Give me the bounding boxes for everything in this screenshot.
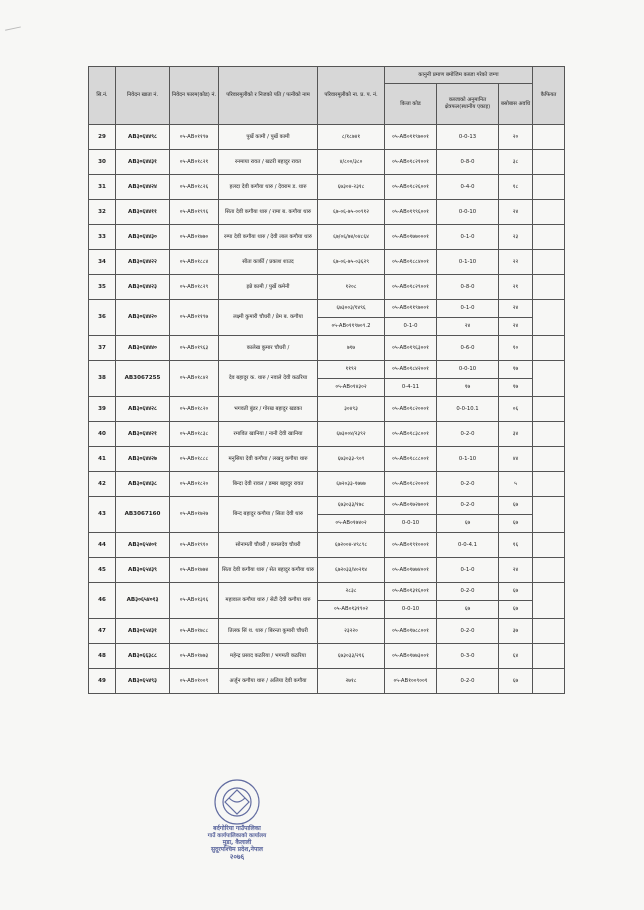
cell-sn: 29 [89,125,116,150]
cell-application-no: AB३०६५४९३ [116,669,170,694]
cell-remarks [533,225,565,250]
cell-sn: 45 [89,558,116,583]
table-row [89,447,565,472]
cell-family-names: रम्पा देवी कगौया थारु / देवी लाल कगौया थारु [219,225,318,250]
cell-sn: 34 [89,250,116,275]
cell-remarks [533,397,565,422]
cell-sn: 42 [89,472,116,497]
cell-application-no: AB३०६४४२४ [116,175,170,200]
cell-form-no: ०५-AB०१९१० [170,533,219,558]
cell-citizenship: ३०४९३ [318,397,385,422]
header-family: परिवारमूलीको र निजको पति / पत्नीको नाम [219,67,318,125]
table-row [89,558,565,583]
cell-citizenship: २३२२० [318,619,385,644]
cell-plot: ०५-AB०११९७००१ [385,125,437,150]
cell-citizenship: ६७३००४/२३९२ [318,422,385,447]
cell-citizenship: १२०८ [318,275,385,300]
cell-area: 0-0-4.1 [437,533,499,558]
cell-form-no: ०५-AB०१८३८ [170,422,219,447]
cell-application-no: AB३०६४४२७ [116,447,170,472]
cell-area: 0-1-0 [437,300,499,318]
cell-remarks [533,150,565,175]
cell-period: २४ [499,300,533,318]
cell-sub-plot: 0-1-0 [385,318,437,336]
cell-application-no: AB३०६५४३९ [116,558,170,583]
cell-plot: ०५-AB०१७७३००१ [385,644,437,669]
header-land-group: कानुनी प्रमाण बमोजिम कब्जा गरेको जग्गा [385,67,533,84]
cell-area: 0-1-0 [437,225,499,250]
cell-plot: ०५-AB०१८३८००१ [385,422,437,447]
cell-area: 0-2-0 [437,583,499,601]
cell-plot: ०५-AB०१८८८००१ [385,447,437,472]
cell-sn: 33 [89,225,116,250]
cell-family-names: रनमाया रावत / खटरी बहादुर रावत [219,150,318,175]
cell-form-no: ०५-AB०१८२९ [170,275,219,300]
cell-citizenship: ६७२००४-४९८९८ [318,533,385,558]
cell-sub-period: १७ [499,379,533,397]
cell-family-names: तिलक सिं थ. थारु / बिरन्ता कुमारी चौधरी [219,619,318,644]
cell-remarks [533,175,565,200]
cell-application-no: AB३०६४४३८ [116,472,170,497]
cell-plot: ०५-AB०१७७०००१ [385,225,437,250]
seal-line2: गाउँ कार्यपालिकाको कार्यालय [207,833,267,839]
cell-area: 0-0-10 [437,200,499,225]
cell-family-names: भगवती बुंडर / गोरख बहादुर खडका [219,397,318,422]
cell-remarks [533,644,565,669]
cell-application-no: AB३०६४४३१ [116,150,170,175]
cell-area: 0-2-0 [437,619,499,644]
cell-form-no: ०५-AB०१७७० [170,225,219,250]
table-row [89,150,565,175]
cell-citizenship: ६७३००३/१४९६ [318,300,385,318]
cell-sub-plot: 0-0-10 [385,601,437,619]
table-row [89,422,565,447]
table-row [89,397,565,422]
cell-sn: 41 [89,447,116,472]
cell-area: 0-6-0 [437,336,499,361]
cell-period: २१ [499,275,533,300]
cell-citizenship: ६७३०३३/२१६ [318,644,385,669]
cell-remarks [533,669,565,694]
cell-application-no: AB३०६४४२२ [116,250,170,275]
cell-citizenship: ६७-०६-७५-००९१२ [318,200,385,225]
cell-plot: ०५-AB१००९००१ [385,669,437,694]
table-row [89,361,565,379]
table-row [89,275,565,300]
cell-sub-period: ६७ [499,601,533,619]
cell-citizenship: ६७/०६/७४/०४८६४ [318,225,385,250]
cell-form-no: ०५-AB०११९७ [170,125,219,150]
cell-citizenship: ४/८००/३८० [318,150,385,175]
cell-application-no: AB३०६५४०१ [116,533,170,558]
cell-citizenship: ८/१८७४१ [318,125,385,150]
cell-period: २३ [499,225,533,250]
cell-family-names: कालेख कुमार चौधरी / [219,336,318,361]
cell-remarks [533,336,565,361]
header-area: कब्जाको अनुमानित क्षेत्रफल(स्थानीय एकाइ) [437,84,499,125]
cell-form-no: ०५-AB०१८२० [170,472,219,497]
cell-period: १६ [499,533,533,558]
cell-sn: 30 [89,150,116,175]
cell-period: १८ [499,175,533,200]
cell-area: 0-2-0 [437,669,499,694]
cell-period: ६७ [499,497,533,515]
cell-plot: ०५-AB०१८८४००१ [385,250,437,275]
header-sn: सि.नं. [89,67,116,125]
header-application-no: निवेदन खाता नं. [116,67,170,125]
cell-sn: 47 [89,619,116,644]
cell-application-no: AB३०६४४३० [116,225,170,250]
cell-area: 0-0-10.1 [437,397,499,422]
cell-area: 0-8-0 [437,150,499,175]
cell-remarks [533,422,565,447]
cell-sn: 49 [89,669,116,694]
cell-form-no: ०५-AB०१७७४ [170,558,219,583]
cell-family-names: महेन्द्र प्रसाद कठरिया / भगमती कठरिया [219,644,318,669]
cell-plot: ०५-AB०१७७४००१ [385,558,437,583]
cell-sub-citizenship: ०५-AB०११९७०९.2 [318,318,385,336]
cell-plot: ०५-AB०१७८८००१ [385,619,437,644]
cell-remarks [533,472,565,497]
cell-sn: 32 [89,200,116,225]
cell-application-no: AB3067255 [116,361,170,397]
cell-application-no: AB३०६६३८८ [116,644,170,669]
cell-area: 0-1-0 [437,558,499,583]
cell-area: 0-4-0 [437,175,499,200]
cell-application-no: AB३०६४४९८ [116,125,170,150]
cell-period: ३७ [499,619,533,644]
cell-form-no: ०५-AB०११९७ [170,300,219,336]
cell-form-no: ०५-AB०१००९ [170,669,219,694]
cell-plot: ०५-AB०१९९६००१ [385,200,437,225]
cell-area: 0-2-0 [437,497,499,515]
cell-area: 0-0-13 [437,125,499,150]
table-row [89,497,565,515]
cell-remarks [533,447,565,472]
table-row [89,250,565,275]
cell-family-names: बिन्द बहादुर कगौया / सिता देवी थारु [219,497,318,533]
cell-form-no: ०५-AB०१९९६ [170,200,219,225]
cell-remarks [533,361,565,397]
cell-form-no: ०५-AB०१८८४ [170,250,219,275]
cell-family-names: लक्ष्मी कुमारी चौधरी / प्रेम ब. कगौया [219,300,318,336]
cell-plot: ०५-AB०१७२७००१ [385,497,437,515]
cell-form-no: ०५-AB०१८८८ [170,447,219,472]
cell-form-no: ०५-AB०१७२७ [170,497,219,533]
cell-family-names: महावाल कगौया थारु / सेटी देवी कगौया थारु [219,583,318,619]
cell-period: ३८ [499,150,533,175]
cell-form-no: ०५-AB०१८२१ [170,150,219,175]
cell-family-names: पुर्खे कामी / पुर्खे कामी [219,125,318,150]
registry-table [88,66,565,694]
cell-sn: 39 [89,397,116,422]
cell-sub-area: २४ [437,318,499,336]
cell-remarks [533,300,565,336]
cell-family-names: अर्जुन कगौया थारु / अलिया देवी कगौया [219,669,318,694]
cell-form-no: ०५-AB०१८२६ [170,175,219,200]
cell-period: ३४ [499,422,533,447]
cell-citizenship: २७१८ [318,669,385,694]
cell-sn: 48 [89,644,116,669]
table-row [89,669,565,694]
cell-sub-plot: 0-0-10 [385,515,437,533]
cell-remarks [533,533,565,558]
cell-plot: ०५-AB०१८२०००१ [385,397,437,422]
cell-area: 0-8-0 [437,275,499,300]
cell-area: 0-2-0 [437,422,499,447]
cell-period: १७ [499,361,533,379]
table-row [89,472,565,497]
cell-application-no: AB3067160 [116,497,170,533]
cell-remarks [533,250,565,275]
header-form-no: निवेदन फारम(कोड) नं. [170,67,219,125]
cell-sn: 36 [89,300,116,336]
cell-area: 0-0-10 [437,361,499,379]
cell-sub-area: ६७ [437,601,499,619]
cell-sub-area: ६७ [437,515,499,533]
cell-citizenship: ६७३०३३/१७८ [318,497,385,515]
cell-application-no: AB३०६४४२० [116,300,170,336]
table-row [89,175,565,200]
table-row [89,200,565,225]
cell-remarks [533,125,565,150]
cell-remarks [533,619,565,644]
seal-line4: सुदूरपश्चिम प्रदेश,नेपाल [210,846,264,853]
cell-period: ६४ [499,644,533,669]
header-remarks: कैफियत [533,67,565,125]
table-row [89,225,565,250]
cell-citizenship: ६७-०६-७५-०३६२९ [318,250,385,275]
cell-sn: 40 [89,422,116,447]
table-body [89,125,565,694]
cell-family-names: देव बहादुर क. थारु / नवाले देवी कठरिया [219,361,318,397]
cell-area: 0-1-10 [437,250,499,275]
cell-citizenship: ६७३०४-२३१८ [318,175,385,200]
table-row [89,533,565,558]
cell-sub-citizenship: ०५-AB०१३१९०२ [318,601,385,619]
cell-family-names: सीता कार्की / प्रकाश शाउद [219,250,318,275]
cell-period: ५ [499,472,533,497]
cell-sn: 43 [89,497,116,533]
cell-remarks [533,583,565,619]
cell-area: 0-1-10 [437,447,499,472]
cell-citizenship: ६७३०३३-९०९ [318,447,385,472]
seal-line3: मुडा, कैलाली [222,839,252,846]
office-seal [185,772,289,860]
table-row [89,336,565,361]
cell-plot: ०५-AB०१८४२००१ [385,361,437,379]
cell-citizenship: २८३८ [318,583,385,601]
cell-plot: ०५-AB०१९६३००१ [385,336,437,361]
seal-year: २०७६ [229,853,245,860]
cell-family-names: सिता देवी कगौया थारु / रामा ब. कगौया थारु [219,200,318,225]
seal-line1: बर्दगोरिया गाउँपालिका [213,825,261,832]
cell-application-no: AB३०६४४२३ [116,275,170,300]
cell-application-no: AB३०६५४०१३ [116,583,170,619]
table-row [89,583,565,601]
cell-sn: 38 [89,361,116,397]
cell-sub-citizenship: ०५-AB०१७४०२ [318,515,385,533]
cell-remarks [533,275,565,300]
cell-family-names: बिन्दा देवी रावल / डम्बर बहादुर रावत [219,472,318,497]
cell-sub-citizenship: ०५-AB०१४३०२ [318,379,385,397]
cell-sn: 44 [89,533,116,558]
table-row [89,300,565,318]
cell-plot: ०५-AB०१८२१००१ [385,150,437,175]
header-period: बसोबास अवधि [499,84,533,125]
cell-form-no: ०५-AB०१७७३ [170,644,219,669]
cell-citizenship: ११९२ [318,361,385,379]
cell-family-names: हलदा देवी कगौया थारु / देवराम ड. थारु [219,175,318,200]
cell-plot: ०५-AB०१३१६००१ [385,583,437,601]
table-row [89,125,565,150]
cell-plot: ०५-AB०१८२६००१ [385,175,437,200]
cell-family-names: मनुसिया देवी कगौया / लखनु कगौया थारु [219,447,318,472]
cell-application-no: AB३०६४४११ [116,200,170,225]
cell-plot: ०५-AB०१८२०००१ [385,472,437,497]
cell-form-no: ०५-AB०१७८८ [170,619,219,644]
cell-family-names: सोनामती चौधरी / कमलदेव चौधरी [219,533,318,558]
cell-period: २४ [499,200,533,225]
cell-sub-plot: 0-4-11 [385,379,437,397]
cell-area: 0-2-0 [437,472,499,497]
cell-form-no: ०५-AB०१८२० [170,397,219,422]
cell-remarks [533,558,565,583]
header-citizenship: परिवारमूलीको ना. प्र. प. नं. [318,67,385,125]
cell-plot: ०५-AB०१८२९००१ [385,275,437,300]
cell-period: २२ [499,250,533,275]
table-row [89,644,565,669]
cell-area: 0-3-0 [437,644,499,669]
scan-artifact [5,26,23,40]
cell-period: ४४ [499,447,533,472]
table-row [89,619,565,644]
cell-period: १० [499,336,533,361]
cell-application-no: AB३०६५४३१ [116,619,170,644]
cell-citizenship: ६७२०३३/४०२१४ [318,558,385,583]
cell-sub-area: १७ [437,379,499,397]
cell-plot: ०५-AB०१९१०००१ [385,533,437,558]
cell-application-no: AB३०६४४२८ [116,397,170,422]
cell-citizenship: ७१७ [318,336,385,361]
cell-form-no: ०५-AB०१३१६ [170,583,219,619]
cell-sn: 46 [89,583,116,619]
cell-family-names: इन्ने कामी / पुर्खे कमेनी [219,275,318,300]
cell-form-no: ०५-AB०१९६३ [170,336,219,361]
cell-application-no: AB३०६४४२१ [116,422,170,447]
cell-period: २४ [499,558,533,583]
cell-citizenship: ६७२०३३-१७७७ [318,472,385,497]
cell-sub-period: ६७ [499,515,533,533]
cell-period: ६७ [499,669,533,694]
cell-sn: 31 [89,175,116,200]
cell-sub-period: २४ [499,318,533,336]
header-plot: कित्ता कोड [385,84,437,125]
cell-plot: ०५-AB०११९७००१ [385,300,437,318]
cell-sn: 37 [89,336,116,361]
cell-application-no: AB३०६४४४० [116,336,170,361]
cell-form-no: ०५-AB०१८४२ [170,361,219,397]
cell-remarks [533,200,565,225]
cell-family-names: सिता देवी कगौया थारु / सेत बहादुर कगौया थारु [219,558,318,583]
cell-period: ०६ [499,397,533,422]
cell-family-names: रमावित खानिया / नानी देवी खानिया [219,422,318,447]
cell-sn: 35 [89,275,116,300]
table-header [89,67,565,125]
cell-remarks [533,497,565,533]
cell-period: २० [499,125,533,150]
cell-period: ६७ [499,583,533,601]
